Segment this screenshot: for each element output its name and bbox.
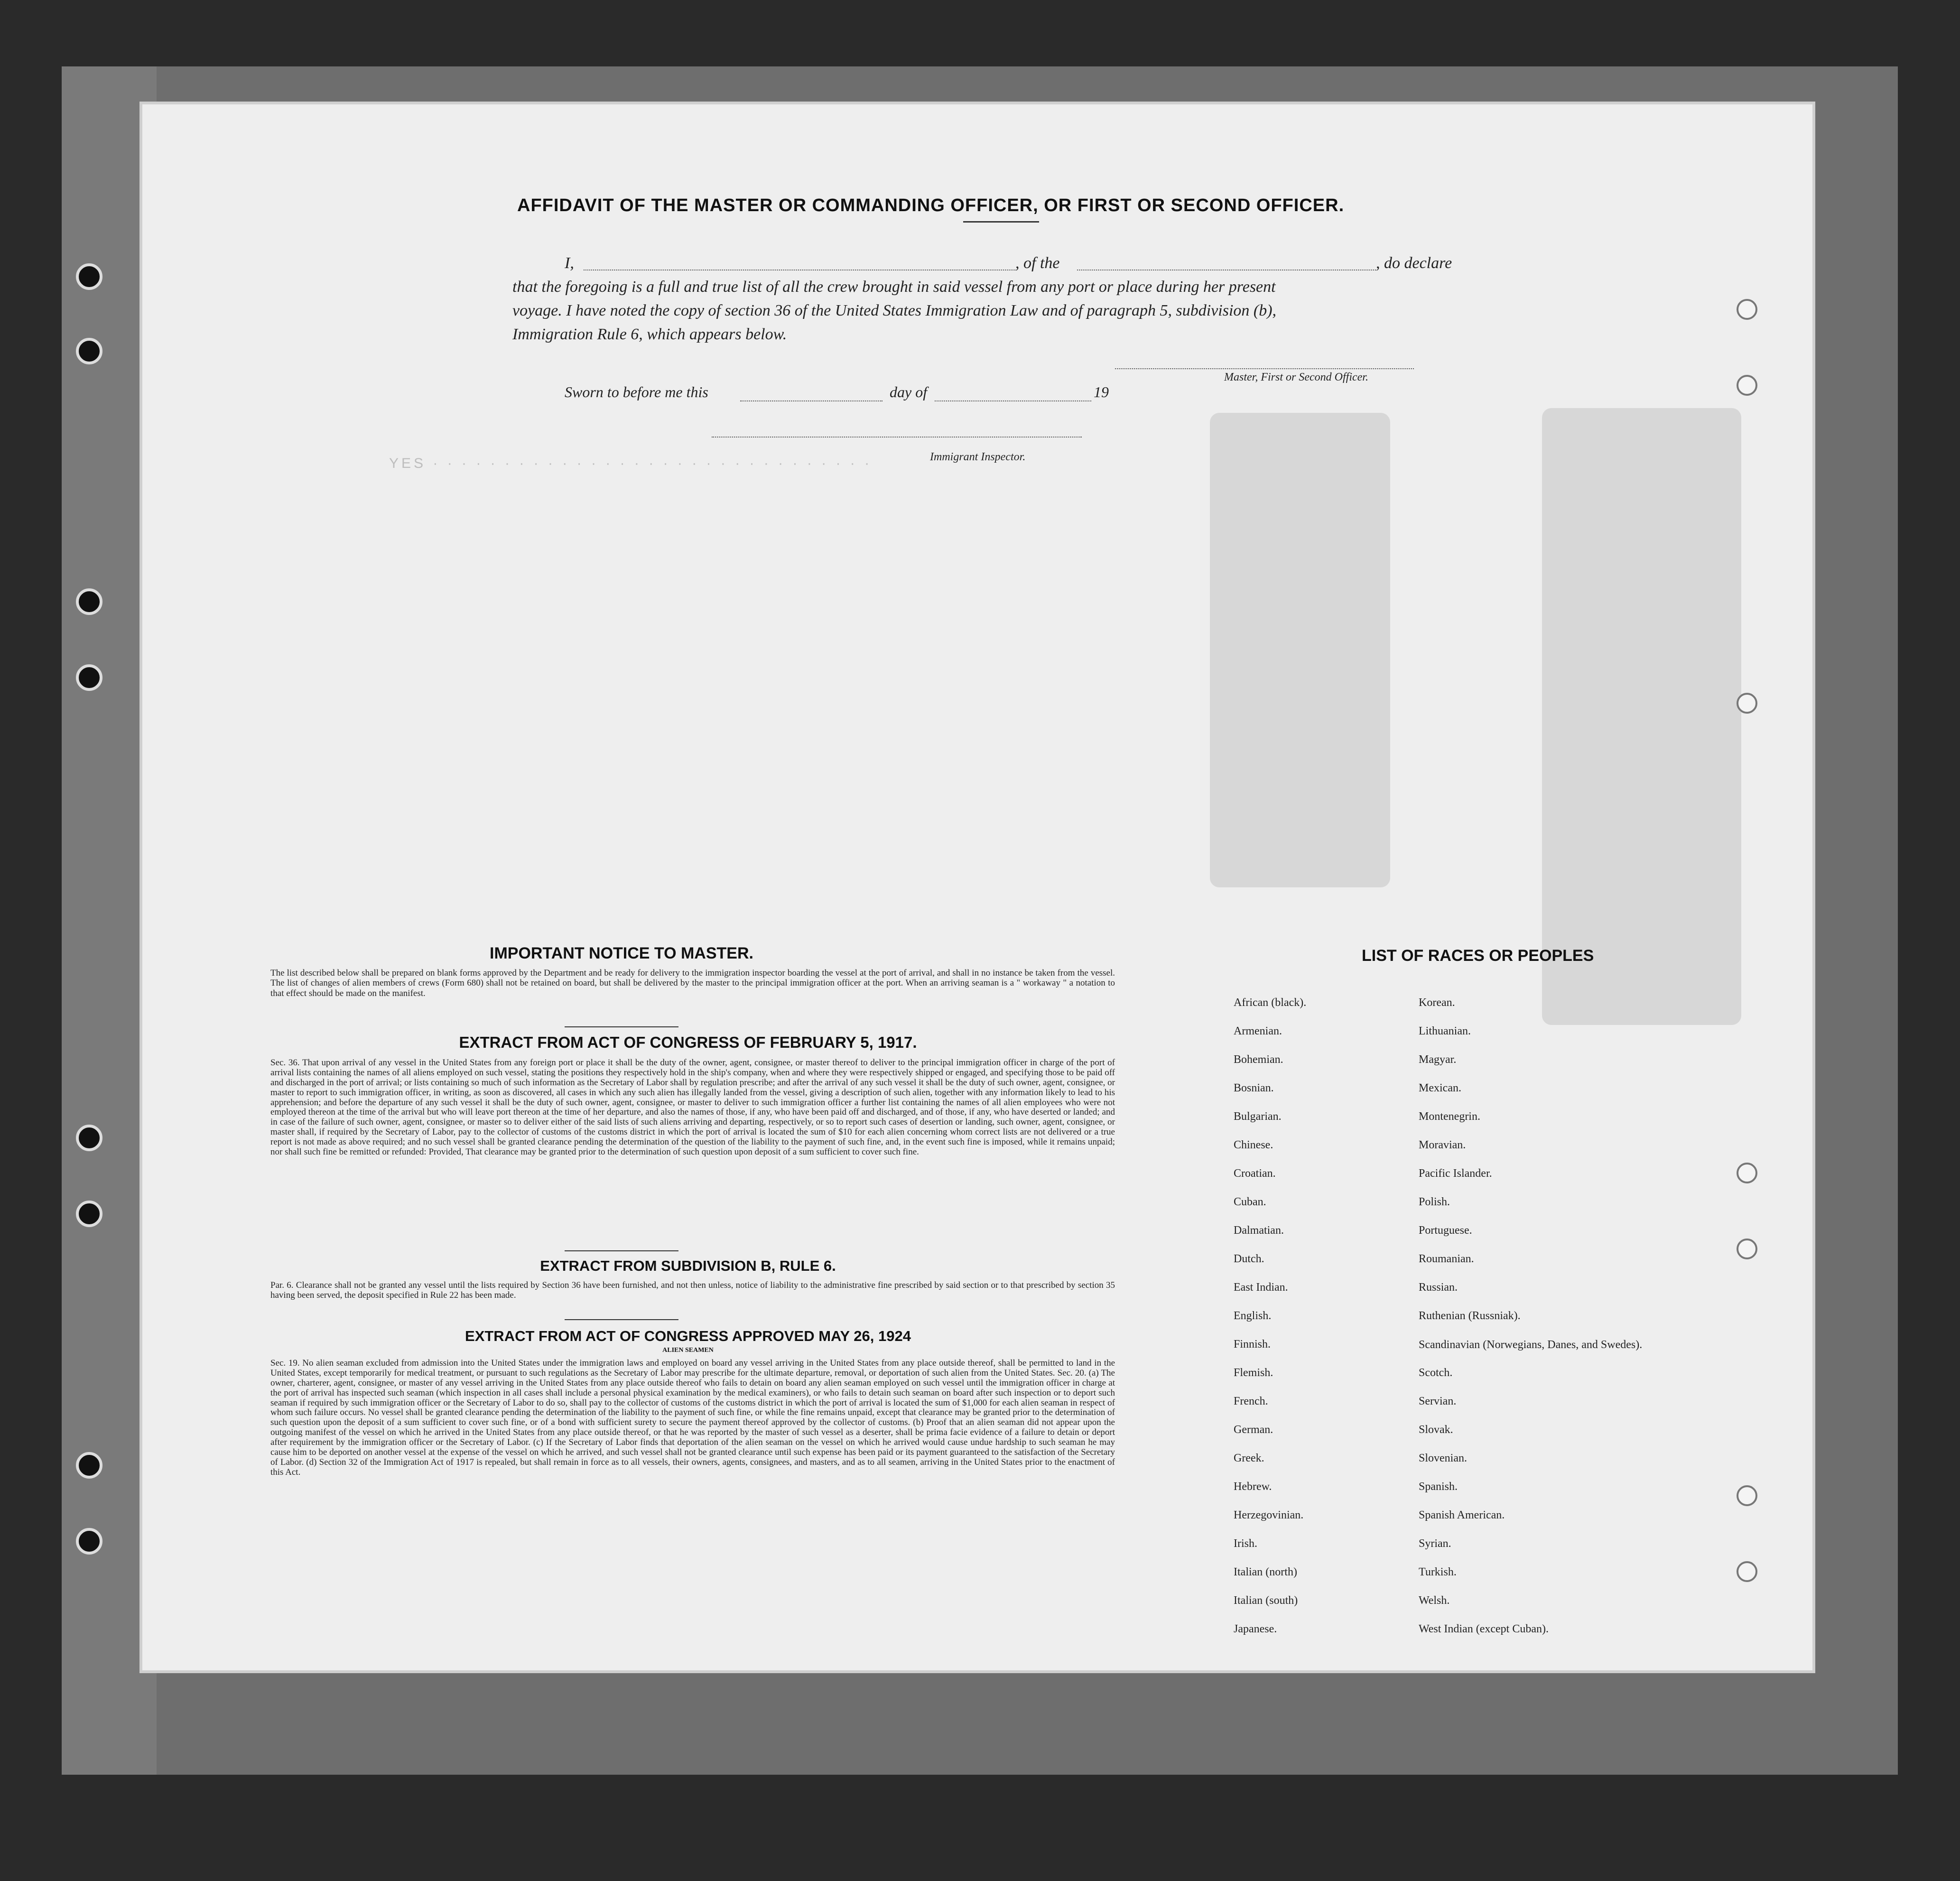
race-item: Italian (south) (1234, 1594, 1298, 1607)
sworn-day-blank[interactable] (740, 400, 882, 401)
race-item: Portuguese. (1419, 1224, 1472, 1237)
race-item: Spanish. (1419, 1481, 1458, 1493)
race-item: Mexican. (1419, 1082, 1461, 1094)
binder-hole-icon (76, 263, 102, 290)
race-item: Turkish. (1419, 1566, 1457, 1578)
punch-hole-icon (1737, 1238, 1757, 1259)
punch-hole-icon (1737, 1485, 1757, 1506)
affidavit-title: AFFIDAVIT OF THE MASTER OR COMMANDING OFFICER, OR FIRST OR SECOND OFFICER. (517, 196, 1345, 215)
race-item: Finnish. (1234, 1338, 1271, 1350)
binder-hole-icon (76, 338, 102, 364)
inspector-label: Immigrant Inspector. (930, 451, 1026, 463)
do-declare-label: , do declare (1376, 254, 1452, 272)
declaration-name-row (512, 251, 1461, 275)
race-item: West Indian (except Cuban). (1419, 1623, 1549, 1635)
binder-hole-icon (76, 1201, 102, 1227)
race-item: Bohemian. (1234, 1053, 1283, 1066)
race-item: Ruthenian (Russniak). (1419, 1310, 1521, 1322)
race-item: Dalmatian. (1234, 1224, 1284, 1237)
race-item: English. (1234, 1310, 1272, 1322)
declaration-line: that the foregoing is a full and true list of all the crew brought in said vessel from any port or place during her present (512, 278, 1276, 296)
race-item: Irish. (1234, 1537, 1257, 1550)
race-item: Bosnian. (1234, 1082, 1274, 1094)
year-prefix: 19 (1094, 383, 1109, 400)
important-notice-title: IMPORTANT NOTICE TO MASTER. (490, 944, 753, 962)
race-item: Italian (north) (1234, 1566, 1297, 1578)
race-item: Syrian. (1419, 1537, 1451, 1550)
races-title: LIST OF RACES OR PEOPLES (1362, 947, 1594, 965)
section-divider (565, 1319, 678, 1320)
race-item: Magyar. (1419, 1053, 1457, 1066)
binder-hole-icon (76, 1528, 102, 1555)
race-item: Spanish American. (1419, 1509, 1505, 1521)
binder-hole-icon (76, 588, 102, 615)
section-divider (565, 1250, 678, 1251)
title-underline (963, 221, 1039, 223)
race-item: Slovak. (1419, 1424, 1453, 1436)
punch-hole-icon (1737, 375, 1757, 396)
races-list (1234, 996, 1661, 1651)
race-item: Herzegovinian. (1234, 1509, 1304, 1521)
important-notice-text: The list described below shall be prepared on blank forms approved by the Department and be ready for delivery to the immigration inspector boarding the vessel at the port of arrival, and shall in no instance be taken from the vessel. The list of changes of alien members of crews (Form 680) shall not be retained on board, but shall be delivered by the master to the principal immigration officer at the port. When an arriving seaman is a " workaway " a notation to that effect should be made on the manifest. (270, 968, 1115, 998)
race-item: Japanese. (1234, 1623, 1277, 1635)
punch-hole-icon (1737, 299, 1757, 320)
sworn-month-blank[interactable] (935, 400, 1091, 401)
race-item: East Indian. (1234, 1281, 1288, 1294)
race-item: Cuban. (1234, 1196, 1266, 1208)
bleed-through-decoration (1542, 408, 1741, 1025)
race-item: Scandinavian (Norwegians, Danes, and Swedes). (1419, 1339, 1643, 1351)
race-item: Polish. (1419, 1196, 1450, 1208)
race-item: Slovenian. (1419, 1452, 1467, 1464)
race-item: Greek. (1234, 1452, 1264, 1464)
race-item: Roumanian. (1419, 1253, 1474, 1265)
extract-1924-text: Sec. 19. No alien seaman excluded from admission into the United States under the immigration laws and employed on board any vessel arriving in the United States from any place outside thereof, shall be permitted to land in the United States, except temporarily for medical treatment, or pursuant to such regulations as the Secretary of Labor may prescribe for the ultimate departure, removal, or deportation of such alien from the United States. Sec. 20. (a) The owner, charterer, agent, consignee, or master of any vessel arriving in the United States from any place outside thereof who fails to detain on board any alien seaman employed on such vessel until the immigration officer in charge at the port of arrival has inspected such seaman (which inspection in all cases shall include a personal physical examination by the medical examiners), or who fails to detain such seaman on board after such inspection or to deport such seaman if required by such immigration officer or the Secretary of Labor to do so, shall pay to the collector of customs of the customs district in which the port of arrival is located the sum of $1,000 for each alien seaman in respect of whom such failure occurs. No vessel shall be granted clearance pending the determination of the liability to the payment of such fine, or while the fine remains unpaid, except that clearance may be granted prior to the determination of such question upon the deposit of a sum sufficient to cover such fine, or of a bond with sufficient surety to secure the payment thereof approved by the collector of customs. (b) Proof that an alien seaman did not appear upon the outgoing manifest of the vessel on which he arrived in the United States from any place outside thereof, or that he was reported by the master of such vessel as a deserter, shall be prima facie evidence of a failure to detain or deport after requirement by the immigration officer or the Secretary of Labor. (c) If the Secretary of Labor finds that deportation of the alien seaman on the vessel on which he arrived would cause undue hardship to such seaman he may cause him to be deported on another vessel at the expense of the vessel on which he arrived, and such vessel shall not be granted clearance until such expense has been paid or its payment guaranteed to the satisfaction of the Secretary of Labor. (d) Section 32 of the Immigration Act of 1917 is repealed, but shall remain in force as to all vessels, their owners, agents, consignees, and masters, and as to all seamen, arriving in the United States prior to the enactment of this Act. (270, 1358, 1115, 1477)
sworn-label: Sworn to before me this (565, 383, 708, 400)
declaration-line: Immigration Rule 6, which appears below. (512, 326, 787, 343)
race-item: Flemish. (1234, 1367, 1273, 1379)
race-item: Pacific Islander. (1419, 1167, 1492, 1180)
race-item: Croatian. (1234, 1167, 1276, 1180)
inspector-signature-line[interactable] (712, 437, 1082, 438)
race-item: Chinese. (1234, 1139, 1273, 1151)
affidavit-declaration (512, 251, 1461, 346)
extract-1924-subtitle: ALIEN SEAMEN (662, 1347, 714, 1354)
day-of-label: day of (890, 383, 928, 400)
race-item: Bulgarian. (1234, 1110, 1282, 1123)
form-sheet (142, 104, 1812, 1670)
binder-hole-icon (76, 1125, 102, 1151)
race-item: Russian. (1419, 1281, 1458, 1294)
race-item: Lithuanian. (1419, 1025, 1471, 1037)
i-label: I, (565, 254, 574, 272)
binder-hole-icon (76, 664, 102, 691)
bleed-through-decoration (1210, 413, 1390, 887)
race-item: French. (1234, 1395, 1268, 1407)
extract-1917-text: Sec. 36. That upon arrival of any vessel in the United States from any foreign port or place it shall be the duty of the owner, agent, consignee, or master thereof to deliver to the principal immigration officer in charge of the port of arrival lists containing the names of all aliens employed on such vessel, stating the positions they respectively hold in the ship's company, when and where they were respectively shipped or engaged, and specifying those to be paid off and discharged in the port of arrival; or lists containing so much of such information as the Secretary of Labor shall by regulation prescribe; and after the arrival of any such vessel it shall be the duty of such owner, agent, consignee, or master to report to such immigration officer, in writing, as soon as discovered, all cases in which any such alien has illegally landed from the vessel, giving a description of such alien, together with any information likely to lead to his apprehension; and before the departure of any such vessel it shall be the duty of such owner, agent, consignee, or master to deliver to such immigration officer a further list containing the names of all alien employees who were not employed thereon at the time of the arrival but who will leave port thereon at the time of her departure, and also the names of those, if any, who have been paid off and discharged, and of those, if any, who have deserted or landed; and in case of the failure of such owner, agent, consignee, or master so to deliver either of the said lists of such aliens arriving and departing, respectively, or so to report such cases of desertion or landing, such owner, agent, consignee, or master shall, if required by the Secretary of Labor, pay to the collector of customs of the customs district in which the port of arrival is located the sum of $10 for each alien concerning whom correct lists are not delivered or a true report is not made as above required; and no such vessel shall be granted clearance pending the determination of the question of the liability to the payment of such fine, and, in the event such fine is imposed, while it remains unpaid; nor shall such fine be remitted or refunded: Provided, That clearance may be granted prior to the determination of such question upon deposit of a sum sufficient to cover such fine. (270, 1058, 1115, 1157)
race-item: Armenian. (1234, 1025, 1282, 1037)
extract-rule6-text: Par. 6. Clearance shall not be granted any vessel until the lists required by Section 36 have been furnished, and not then unless, notice of liability to the administrative fine prescribed by said section or to that prescribed by section 35 having been served, the deposit specified in Rule 22 has been made. (270, 1280, 1115, 1301)
section-divider (565, 1026, 678, 1027)
race-item: African (black). (1234, 996, 1307, 1009)
bleed-through-decoration: YES · · · · · · · · · · · · · · · · · · · · · · · · · · · · · · · (389, 456, 873, 471)
extract-1917-title: EXTRACT FROM ACT OF CONGRESS OF FEBRUARY 5, 1917. (459, 1034, 917, 1051)
officer-signature-line[interactable] (1115, 368, 1414, 369)
extract-1924-title: EXTRACT FROM ACT OF CONGRESS APPROVED MAY 26, 1924 (465, 1328, 911, 1344)
officer-signature-label: Master, First or Second Officer. (1224, 371, 1368, 383)
race-item: Scotch. (1419, 1367, 1453, 1379)
race-item: Dutch. (1234, 1253, 1264, 1265)
race-item: German. (1234, 1424, 1273, 1436)
race-item: Moravian. (1419, 1139, 1466, 1151)
punch-hole-icon (1737, 1561, 1757, 1582)
punch-hole-icon (1737, 1163, 1757, 1183)
binder-hole-icon (76, 1452, 102, 1479)
of-the-label: , of the (1015, 254, 1060, 272)
extract-rule6-title: EXTRACT FROM SUBDIVISION B, RULE 6. (540, 1257, 836, 1274)
race-item: Servian. (1419, 1395, 1457, 1407)
race-item: Welsh. (1419, 1594, 1450, 1607)
race-item: Hebrew. (1234, 1481, 1272, 1493)
punch-hole-icon (1737, 693, 1757, 714)
declaration-line: voyage. I have noted the copy of section 36 of the United States Immigration Law and of paragraph 5, subdivision (b), (512, 302, 1277, 319)
race-item: Montenegrin. (1419, 1110, 1480, 1123)
race-item: Korean. (1419, 996, 1455, 1009)
